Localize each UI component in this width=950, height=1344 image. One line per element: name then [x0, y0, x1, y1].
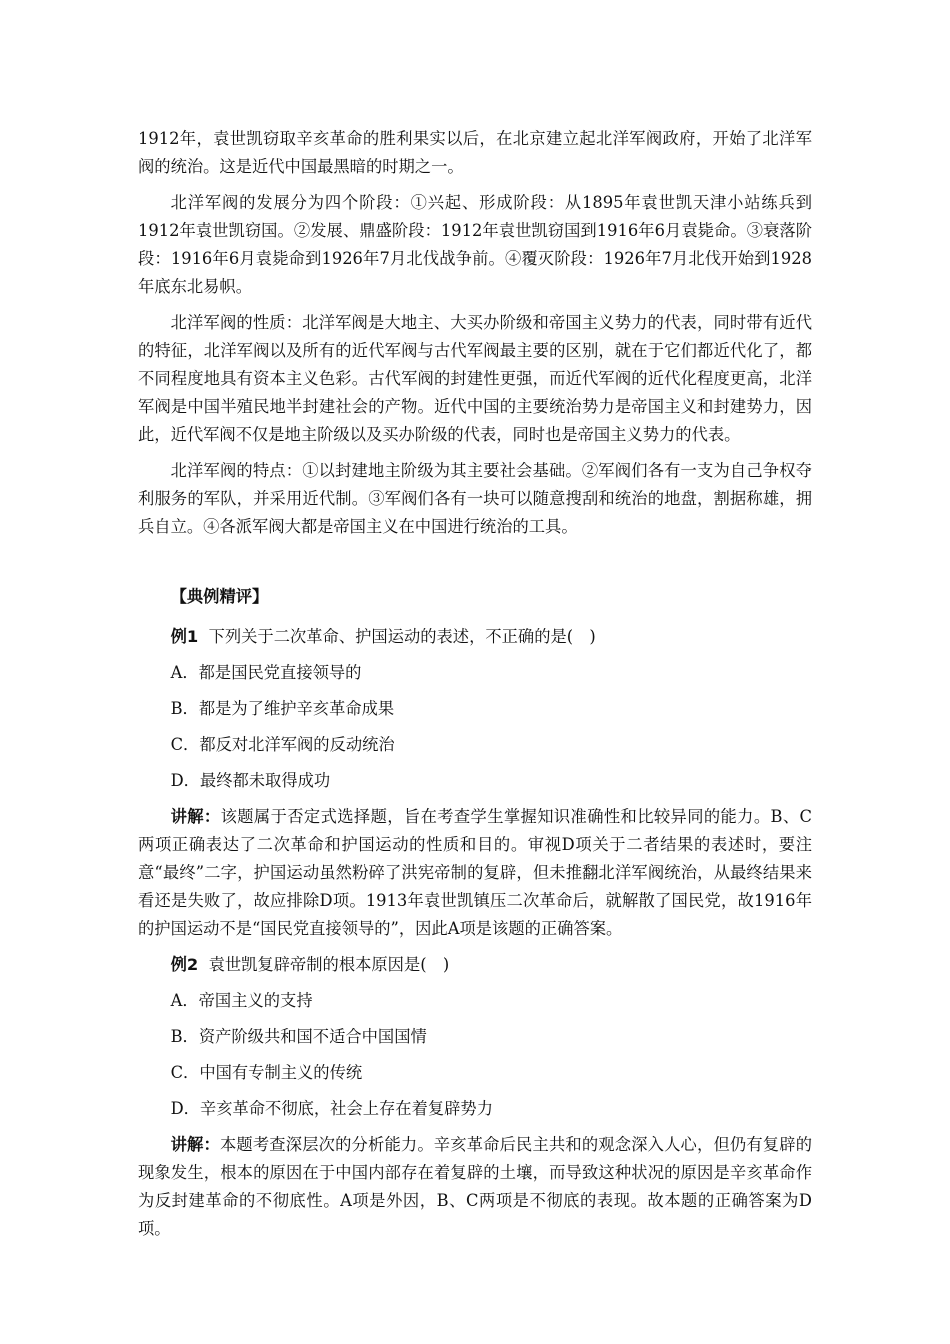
example-2-option-a: A．帝国主义的支持	[170, 991, 313, 1010]
example-2-analysis	[138, 1131, 812, 1243]
example-1-analysis	[138, 803, 812, 943]
example-1-option-b: B．都是为了维护辛亥革命成果	[170, 699, 395, 718]
example-1-question-text: 下列关于二次革命、护国运动的表述，不正确的是( )	[208, 627, 596, 646]
example-2-analysis-label: 讲解：	[170, 1135, 220, 1154]
intro-paragraph-stages: 北洋军阀的发展分为四个阶段：①兴起、形成阶段：从1895年袁世凯天津小站练兵到1912年袁世凯窃国。②发展、鼎盛阶段：1912年袁世凯窃国到1916年6月袁毙命。③衰落阶段：1916年6月袁毙命到1926年7月北伐战争前。④覆灭阶段：1926年7月北伐开始到1928年底东北易帜。	[138, 193, 812, 296]
section-title: 【典例精评】	[170, 587, 269, 606]
example-2-question	[138, 951, 812, 979]
example-1-option-c: C．都反对北洋军阀的反动统治	[170, 735, 395, 754]
example-1-option-d: D．最终都未取得成功	[170, 771, 331, 790]
example-2-analysis-text: 本题考查深层次的分析能力。辛亥革命后民主共和的观念深入人心，但仍有复辟的现象发生，根本的原因在于中国内部存在着复辟的土壤，而导致这种状况的原因是辛亥革命作为反封建革命的不彻底性。A项是外因，B、C两项是不彻底的表现。故本题的正确答案为D项。	[138, 1135, 812, 1238]
example-2-question-text: 袁世凯复辟帝制的根本原因是( )	[208, 955, 450, 974]
intro-paragraph-nature: 北洋军阀的性质：北洋军阀是大地主、大买办阶级和帝国主义势力的代表，同时带有近代的特征，北洋军阀以及所有的近代军阀与古代军阀最主要的区别，就在于它们都近代化了，都不同程度地具有资本主义色彩。古代军阀的封建性更强，而近代军阀的近代化程度更高，北洋军阀是中国半殖民地半封建社会的产物。近代中国的主要统治势力是帝国主义和封建势力，因此，近代军阀不仅是地主阶级以及买办阶级的代表，同时也是帝国主义势力的代表。	[138, 313, 812, 444]
example-1-option-a: A．都是国民党直接领导的	[170, 663, 362, 682]
example-2-option-c: C．中国有专制主义的传统	[170, 1063, 363, 1082]
example-2-option-b: B．资产阶级共和国不适合中国国情	[170, 1027, 427, 1046]
example-1-label: 例1	[170, 627, 199, 646]
example-1-analysis-label: 讲解：	[170, 807, 221, 826]
example-2-option-d: D．辛亥革命不彻底，社会上存在着复辟势力	[170, 1099, 493, 1118]
intro-paragraph-1: 1912年，袁世凯窃取辛亥革命的胜利果实以后，在北京建立起北洋军阀政府，开始了北洋军阀的统治。这是近代中国最黑暗的时期之一。	[138, 129, 812, 176]
example-2-label: 例2	[170, 955, 199, 974]
intro-paragraph-features: 北洋军阀的特点：①以封建地主阶级为其主要社会基础。②军阀们各有一支为自己争权夺利服务的军队，并采用近代制。③军阀们各有一块可以随意搜刮和统治的地盘，割据称雄，拥兵自立。④各派军阀大都是帝国主义在中国进行统治的工具。	[138, 461, 812, 536]
example-1-analysis-text: 该题属于否定式选择题，旨在考查学生掌握知识准确性和比较异同的能力。B、C两项正确表达了二次革命和护国运动的性质和目的。审视D项关于二者结果的表述时，要注意“最终”二字，护国运动虽然粉碎了洪宪帝制的复辟，但未推翻北洋军阀统治，从最终结果来看还是失败了，故应排除D项。1913年袁世凯镇压二次革命后，就解散了国民党，故1916年的护国运动不是“国民党直接领导的”，因此A项是该题的正确答案。	[138, 807, 812, 938]
example-1-question	[138, 623, 812, 651]
